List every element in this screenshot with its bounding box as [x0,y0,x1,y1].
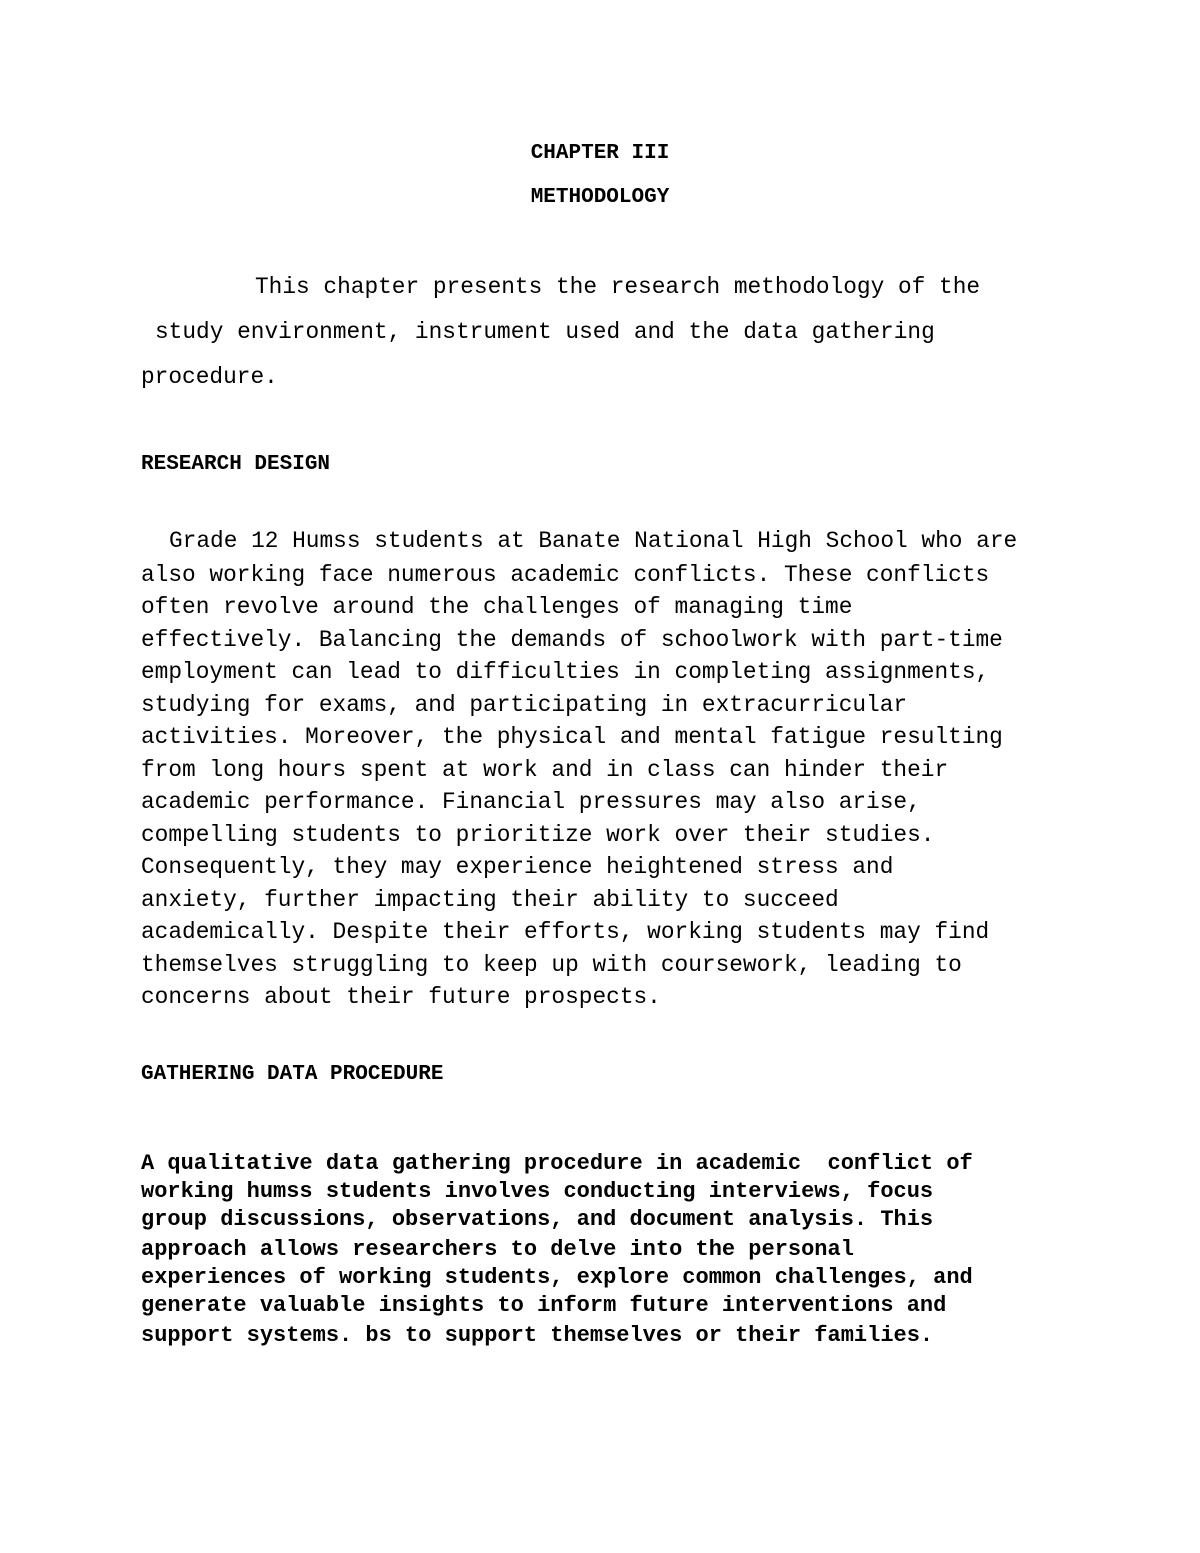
chapter-title: METHODOLOGY [530,186,670,209]
bold-paragraph-line: working humss students involves conducting interviews, focus [141,1179,934,1204]
paragraph-line: activities. Moreover, the physical and mental fatigue resulting [141,724,1003,750]
paragraph-line: themselves struggling to keep up with coursework, leading to [141,952,962,978]
bold-paragraph-line: approach allows researchers to delve into the personal [141,1237,854,1262]
bold-paragraph-line: generate valuable insights to inform future interventions and [141,1293,947,1318]
paragraph-line: effectively. Balancing the demands of schoolwork with part-time [141,627,1003,653]
bold-paragraph-line: experiences of working students, explore common challenges, and [141,1265,973,1290]
bold-paragraph-line: group discussions, observations, and document analysis. This [141,1207,934,1232]
section-heading-gathering-data: GATHERING DATA PROCEDURE [141,1063,444,1086]
intro-line: procedure. [141,364,278,390]
bold-paragraph-line: support systems. bs to support themselves or their families. [141,1323,934,1348]
paragraph-line: from long hours spent at work and in class can hinder their [141,757,949,783]
paragraph-line: Grade 12 Humss students at Banate National High School who are [169,528,1018,554]
paragraph-line: Consequently, they may experience heightened stress and [141,854,894,880]
paragraph-line: employment can lead to difficulties in completing assignments, [141,659,990,685]
intro-line: study environment, instrument used and the data gathering [155,319,935,345]
paragraph-line: often revolve around the challenges of managing time [141,594,853,620]
intro-line: This chapter presents the research methodology of the [255,274,981,300]
paragraph-line: concerns about their future prospects. [141,984,661,1010]
paragraph-line: anxiety, further impacting their ability to succeed [141,887,839,913]
paragraph-line: studying for exams, and participating in extracurricular [141,692,908,718]
paragraph-line: academically. Despite their efforts, working students may find [141,919,990,945]
paragraph-line: compelling students to prioritize work over their studies. [141,822,935,848]
chapter-label: CHAPTER III [530,142,670,165]
paragraph-line: academic performance. Financial pressures may also arise, [141,789,921,815]
paragraph-line: also working face numerous academic conflicts. These conflicts [141,562,990,588]
bold-paragraph-line: A qualitative data gathering procedure in academic conflict of [141,1151,973,1176]
section-heading-research-design: RESEARCH DESIGN [141,453,331,476]
